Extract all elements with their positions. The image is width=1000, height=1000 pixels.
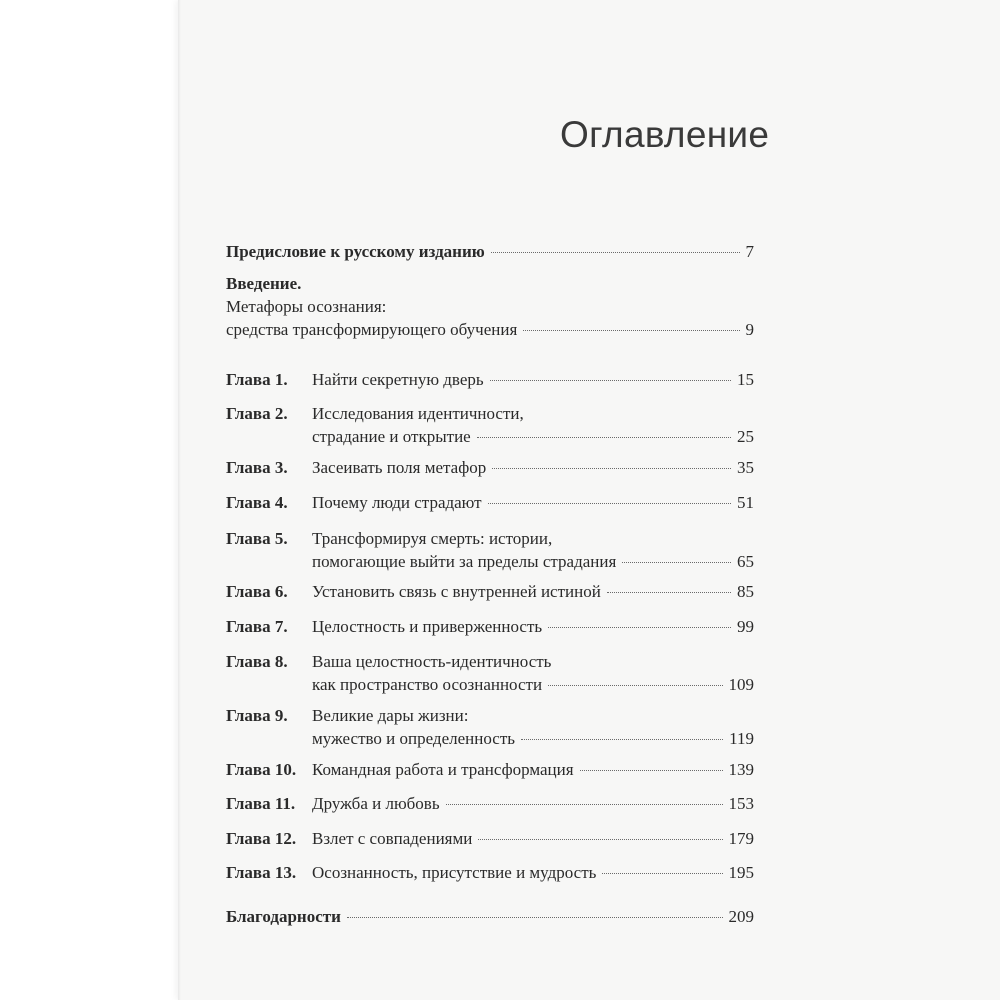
toc-entry[interactable] (226, 402, 754, 448)
toc-entry[interactable] (226, 905, 754, 928)
toc-entry[interactable] (226, 491, 754, 514)
entry-title: Дружба и любовь (312, 794, 440, 813)
chapter-label: Глава 6. (226, 582, 288, 601)
entry-title-last-line (312, 550, 754, 573)
page-number: 179 (728, 829, 754, 848)
page-title: Оглавление (560, 114, 770, 155)
toc-entry[interactable] (226, 527, 754, 573)
chapter-label: Глава 13. (226, 863, 297, 882)
toc-entry[interactable] (226, 240, 754, 263)
entry-text (226, 240, 754, 263)
entry-title-line: Ваша целостность-идентичность (312, 652, 552, 671)
entry-title-last-line (312, 758, 754, 781)
chapter-label: Глава 12. (226, 829, 297, 848)
entry-text (226, 272, 754, 341)
toc-entry[interactable] (226, 368, 754, 391)
page-number: 85 (737, 582, 754, 601)
chapter-label: Глава 11. (226, 794, 296, 813)
dot-leader (622, 562, 731, 563)
chapter-label: Глава 7. (226, 617, 288, 636)
entry-text (312, 861, 754, 884)
toc-entry[interactable] (226, 456, 754, 479)
entry-title: Благодарности (226, 907, 341, 926)
dot-leader (478, 839, 722, 840)
page-number: 9 (745, 320, 754, 339)
entry-title-last-line (226, 318, 754, 341)
entry-title-last-line (312, 615, 754, 638)
page-number: 51 (737, 493, 754, 512)
page-number: 139 (728, 760, 754, 779)
entry-title: Целостность и приверженность (312, 617, 543, 636)
page-number: 119 (729, 729, 754, 748)
toc-entry[interactable] (226, 650, 754, 696)
chapter-label: Глава 3. (226, 458, 288, 477)
entry-title-last-line (312, 368, 754, 391)
toc-entry[interactable] (226, 758, 754, 781)
dot-leader (548, 685, 722, 686)
entry-title-last-line (312, 580, 754, 603)
page-number: 209 (728, 907, 754, 926)
dot-leader (490, 380, 731, 381)
chapter-label: Глава 2. (226, 404, 288, 423)
entry-text (312, 491, 754, 514)
dot-leader (607, 592, 731, 593)
dot-leader (491, 252, 740, 253)
entry-title-line: Трансформируя смерть: истории, (312, 529, 553, 548)
entry-title: страдание и открытие (312, 427, 471, 446)
entry-title: средства трансформирующего обучения (226, 320, 518, 339)
entry-title-last-line (312, 827, 754, 850)
page-number: 195 (728, 863, 754, 882)
entry-title-last-line (312, 456, 754, 479)
page-number: 99 (737, 617, 754, 636)
chapter-label: Глава 1. (226, 370, 288, 389)
entry-title-last-line (312, 425, 754, 448)
dot-leader (602, 873, 722, 874)
page-number: 25 (737, 427, 754, 446)
entry-text (312, 402, 754, 448)
page-number: 35 (737, 458, 754, 477)
dot-leader (347, 917, 723, 918)
toc-entry[interactable] (226, 272, 754, 341)
page-number: 15 (737, 370, 754, 389)
toc-entry[interactable] (226, 704, 754, 750)
page-number: 65 (737, 552, 754, 571)
dot-leader (580, 770, 723, 771)
chapter-label: Глава 9. (226, 706, 288, 725)
entry-title: Осознанность, присутствие и мудрость (312, 863, 597, 882)
page-edge (178, 0, 181, 1000)
dot-leader (446, 804, 723, 805)
entry-title: мужество и определенность (312, 729, 515, 748)
entry-title: Почему люди страдают (312, 493, 482, 512)
dot-leader (477, 437, 731, 438)
entry-title: как пространство осознанности (312, 675, 543, 694)
page-number: 153 (728, 794, 754, 813)
entry-title-last-line (312, 491, 754, 514)
entry-text (312, 527, 754, 573)
dot-leader (492, 468, 731, 469)
entry-title-last-line (226, 905, 754, 928)
entry-title: помогающие выйти за пределы страдания (312, 552, 617, 571)
entry-title-last-line (312, 727, 754, 750)
entry-text (312, 615, 754, 638)
entry-title: Установить связь с внутренней истиной (312, 582, 601, 601)
toc-entry[interactable] (226, 580, 754, 603)
chapter-label: Глава 8. (226, 652, 288, 671)
entry-title-line: Великие дары жизни: (312, 706, 469, 725)
entry-heading: Введение. (226, 274, 302, 293)
chapter-label: Глава 4. (226, 493, 288, 512)
entry-title-last-line (312, 673, 754, 696)
entry-text (312, 827, 754, 850)
entry-text (312, 792, 754, 815)
entry-text (226, 905, 754, 928)
entry-text (312, 580, 754, 603)
entry-title: Предисловие к русскому изданию (226, 242, 485, 261)
chapter-label: Глава 10. (226, 760, 297, 779)
toc-entry[interactable] (226, 827, 754, 850)
entry-title-line: Исследования идентичности, (312, 404, 524, 423)
entry-text (312, 650, 754, 696)
dot-leader (523, 330, 739, 331)
dot-leader (521, 739, 723, 740)
chapter-label: Глава 5. (226, 529, 288, 548)
page-number: 7 (745, 242, 754, 261)
entry-title-last-line (312, 861, 754, 884)
entry-title: Засеивать поля метафор (312, 458, 487, 477)
entry-title-line: Метафоры осознания: (226, 297, 387, 316)
entry-title-last-line (312, 792, 754, 815)
entry-title: Командная работа и трансформация (312, 760, 574, 779)
entry-text (312, 456, 754, 479)
entry-title: Найти секретную дверь (312, 370, 484, 389)
toc-entry[interactable] (226, 792, 754, 815)
toc-entry[interactable] (226, 615, 754, 638)
page-number: 109 (728, 675, 754, 694)
dot-leader (488, 503, 731, 504)
entry-text (312, 758, 754, 781)
entry-text (312, 368, 754, 391)
entry-title: Взлет с совпадениями (312, 829, 473, 848)
toc-entry[interactable] (226, 861, 754, 884)
entry-text (312, 704, 754, 750)
entry-title-last-line (226, 240, 754, 263)
dot-leader (548, 627, 731, 628)
